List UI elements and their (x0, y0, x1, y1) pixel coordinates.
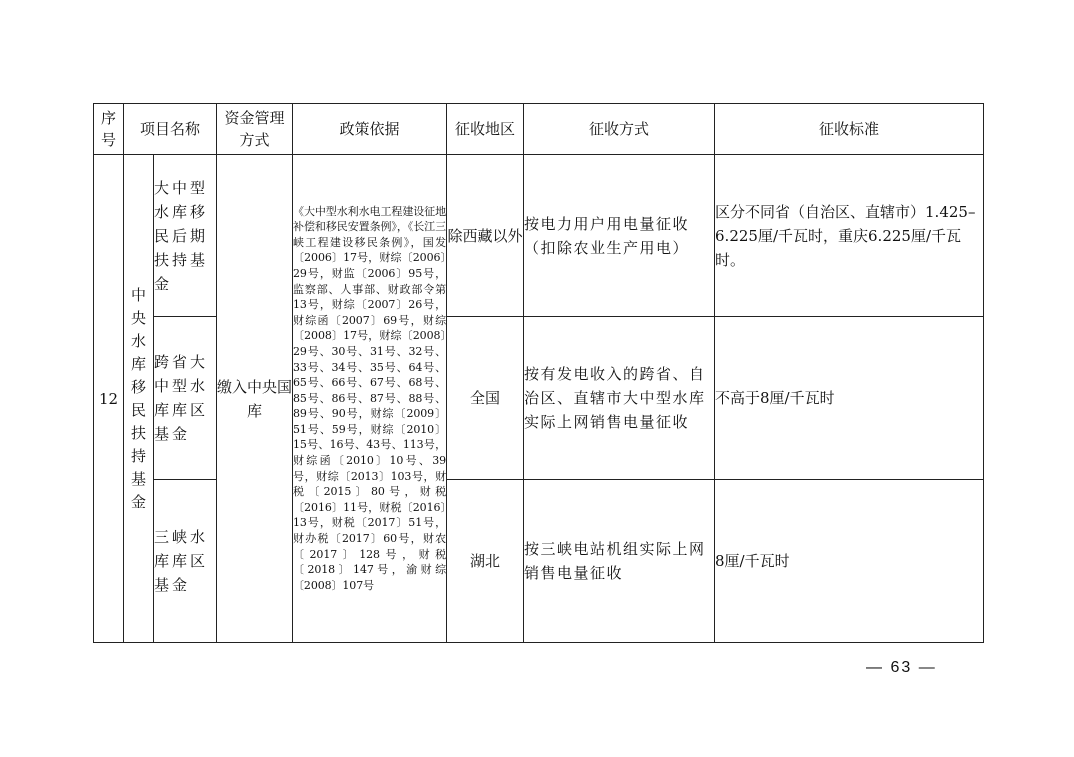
mgmt-method: 缴入中央国库 (217, 155, 293, 643)
group-name-char: 金 (130, 492, 146, 511)
subitem-standard: 区分不同省（自治区、直辖市）1.425–6.225厘/千瓦时，重庆6.225厘/千瓦时。 (715, 155, 984, 317)
header-region: 征收地区 (447, 104, 524, 155)
page-number: — 63 — (866, 659, 937, 676)
subitem-standard: 8厘/千瓦时 (715, 480, 984, 643)
fee-table (93, 103, 984, 643)
row-number: 12 (94, 155, 124, 643)
group-name-char: 中 (130, 285, 146, 304)
group-name-char: 民 (130, 400, 146, 419)
header-mgmt-label: 资金管理 方式 (224, 109, 285, 149)
group-name-char: 央 (130, 308, 146, 327)
header-name: 项目名称 (124, 104, 217, 155)
table-row (94, 155, 984, 317)
subitem-region: 除西藏以外 (447, 155, 524, 317)
header-mgmt (217, 104, 293, 155)
header-method: 征收方式 (524, 104, 715, 155)
group-name-char: 水 (130, 331, 146, 350)
header-policy: 政策依据 (293, 104, 447, 155)
group-name-char: 持 (130, 446, 146, 465)
subitem-method: 按电力用户用电量征收（扣除农业生产用电） (524, 155, 715, 317)
subitem-name: 三峡水库库区基金 (154, 480, 217, 643)
subitem-method: 按有发电收入的跨省、自治区、直辖市大中型水库实际上网销售电量征收 (524, 317, 715, 480)
group-name-char: 基 (130, 469, 146, 488)
subitem-region: 全国 (447, 317, 524, 480)
group-name-char: 扶 (130, 423, 146, 442)
subitem-region: 湖北 (447, 480, 524, 643)
header-no (94, 104, 124, 155)
group-name (124, 155, 154, 643)
subitem-name: 跨省大中型水库库区基金 (154, 317, 217, 480)
group-name-char: 移 (130, 377, 146, 396)
policy-basis: 《大中型水利水电工程建设征地补偿和移民安置条例》，《长江三峡工程建设移民条例》，国发〔2006〕17号，财综〔2006〕29号，财监〔2006〕95号，监察部、人事部、财政部令第13号，财综〔2007〕26号，财综函〔2007〕69号，财综〔2008〕17号，财综〔2008〕29号、30号、31号、32号、33号、34号、35号、64号、65号、66号、67号、68号、85号、86号、87号、88号、89号、90号，财综〔2009〕51号、59号，财综〔2010〕15号、16号、43号、113号，财综函〔2010〕10号、39号，财综〔2013〕103号，财税〔2015〕80号，财税〔2016〕11号，财税〔2016〕13号，财税〔2017〕51号，财办税〔2017〕60号，财农〔2017〕128号，财税〔2018〕147号，渝财综〔2008〕107号 (293, 155, 447, 643)
header-standard: 征收标准 (715, 104, 984, 155)
subitem-method: 按三峡电站机组实际上网销售电量征收 (524, 480, 715, 643)
subitem-name: 大中型水库移民后期扶持基金 (154, 155, 217, 317)
group-name-vertical (124, 284, 153, 514)
header-no-label: 序 号 (100, 109, 116, 149)
header-row (94, 104, 984, 155)
subitem-standard: 不高于8厘/千瓦时 (715, 317, 984, 480)
group-name-char: 库 (130, 354, 146, 373)
